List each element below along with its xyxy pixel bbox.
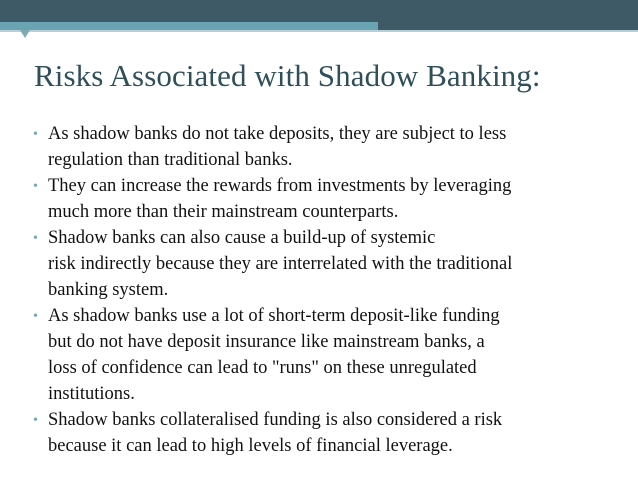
bullet-item (33, 121, 623, 173)
bullet-text: As shadow banks do not take deposits, they are subject to less regulation than traditional banks. (48, 124, 507, 170)
bullet-item (33, 173, 623, 225)
bullet-list (33, 121, 623, 459)
bullet-item (33, 303, 623, 407)
bullet-text: They can increase the rewards from investments by leveraging much more than their mainstream counterparts. (48, 176, 512, 222)
top-right-dark-block (378, 22, 638, 30)
bullet-item (33, 225, 623, 303)
bullet-text: Shadow banks collateralised funding is also considered a risk because it can lead to high levels of financial leverage. (48, 410, 503, 456)
bullet-text: Shadow banks can also cause a build-up of systemic risk indirectly because they are interrelated with the traditional banking system. (48, 228, 513, 300)
bullet-marker-icon: • (33, 309, 38, 324)
bullet-marker-icon: • (33, 231, 38, 246)
top-dark-band (0, 0, 638, 22)
bullet-marker-icon: • (33, 179, 38, 194)
bullet-marker-icon: • (33, 413, 38, 428)
bullet-marker-icon: • (33, 127, 38, 142)
top-light-divider (0, 30, 638, 32)
bullet-item (33, 407, 623, 459)
slide-title: Risks Associated with Shadow Banking: (34, 58, 541, 93)
bullet-text: As shadow banks use a lot of short-term deposit-like funding but do not have deposit insurance like mainstream banks, a loss of confidence can lead to "runs" on these unregulated institutions. (48, 306, 500, 404)
corner-triangle-icon (20, 30, 30, 38)
